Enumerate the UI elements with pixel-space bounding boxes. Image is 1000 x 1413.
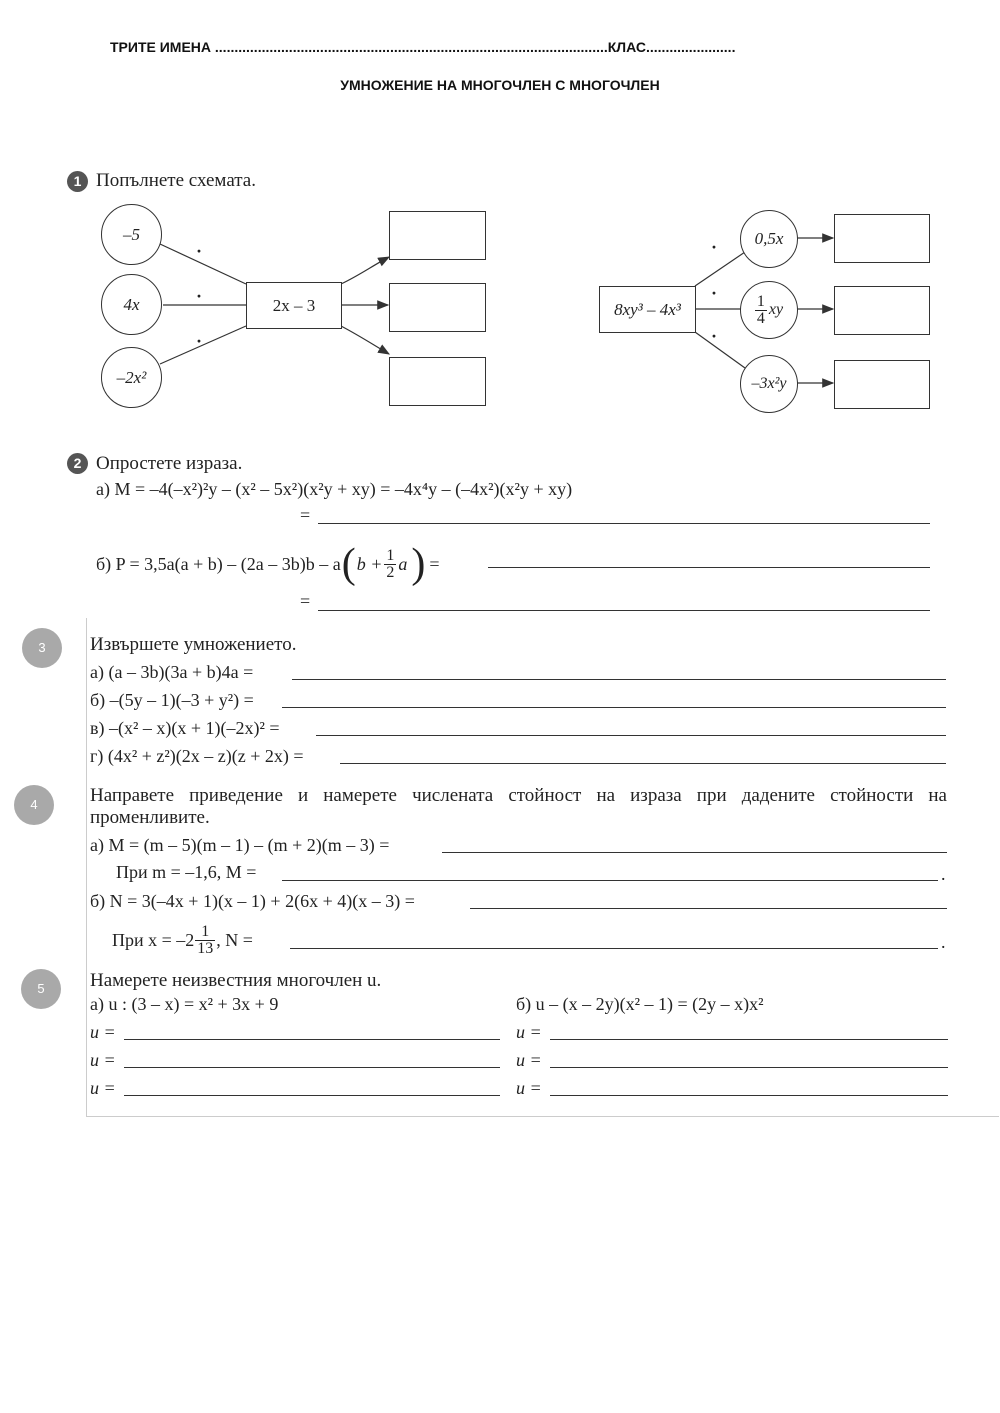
scan-border [86, 618, 999, 1117]
scheme-factor-circle: –3x²y [740, 355, 798, 413]
scheme-input-circle: –2x² [101, 347, 162, 408]
task-number-badge: 1 [67, 171, 88, 192]
period: . [941, 864, 946, 884]
u-label: u = [516, 1050, 542, 1070]
answer-box[interactable] [834, 286, 930, 335]
task-instruction: Попълнете схемата. [96, 170, 256, 191]
task-number-badge: 2 [67, 453, 88, 474]
name-class-line: ТРИТЕ ИМЕНА .....................................................................................................КЛАС....................... [110, 39, 736, 55]
value-prompt: При x = –2 $\frac{1}{13}$ , N = [112, 922, 253, 957]
answer-box[interactable] [389, 211, 486, 260]
value-prompt: При m = –1,6, M = [116, 862, 257, 882]
fraction: $\frac{1}{2}$ [386, 546, 395, 581]
task-number-badge: 3 [22, 628, 62, 668]
task-number-badge: 5 [21, 969, 61, 1009]
u-label: u = [516, 1078, 542, 1098]
multiply-dot: · [711, 237, 718, 257]
task-number-badge: 4 [14, 785, 54, 825]
answer-line[interactable] [318, 610, 930, 611]
task-instruction: Извършете умножението. [90, 634, 297, 655]
exercise-item: б) –(5y – 1)(–3 + y²) = [90, 690, 254, 710]
answer-line[interactable] [318, 523, 930, 524]
scheme-center-box: 8xy³ – 4x³ [599, 286, 696, 333]
answer-line[interactable] [488, 567, 930, 568]
multiply-dot: · [711, 283, 718, 303]
fraction: $\frac{1}{4}$ [756, 292, 765, 327]
page-title: УМНОЖЕНИЕ НА МНОГОЧЛЕН С МНОГОЧЛЕН [340, 77, 660, 93]
scheme-factor-circle: $\frac{1}{4}$ xy [740, 281, 798, 339]
exercise-item: б) u – (x – 2y)(x² – 1) = (2y – x)x² [516, 994, 764, 1014]
exercise-item: г) (4x² + z²)(2x – z)(z + 2x) = [90, 746, 304, 766]
multiply-dot: · [196, 331, 203, 351]
fraction: $\frac{1}{13}$ [197, 922, 214, 957]
u-label: u = [90, 1022, 116, 1042]
equals-sign: = [300, 591, 311, 611]
expression-a: а) M = –4(–x²)²y – (x² – 5x²)(x²y + xy) = –4x⁴y – (–4x²)(x²y + xy) [96, 479, 573, 499]
u-label: u = [90, 1078, 116, 1098]
period: . [941, 932, 946, 952]
task-instruction: променливите. [90, 807, 210, 828]
scheme-factor-circle: 0,5x [740, 210, 798, 268]
scheme-input-circle: 4x [101, 274, 162, 335]
multiply-dot: · [711, 326, 718, 346]
multiply-dot: · [196, 286, 203, 306]
task-instruction: Намерете неизвестния многочлен u. [90, 970, 382, 991]
scheme-center-box: 2x – 3 [246, 282, 342, 329]
exercise-item: а) (a – 3b)(3a + b)4a = [90, 662, 254, 682]
exercise-item: в) –(x² – x)(x + 1)(–2x)² = [90, 718, 280, 738]
equals-sign: = [300, 505, 311, 525]
u-label: u = [516, 1022, 542, 1042]
exercise-item: а) M = (m – 5)(m – 1) – (m + 2)(m – 3) = [90, 835, 390, 855]
u-label: u = [90, 1050, 116, 1070]
answer-box[interactable] [389, 357, 486, 406]
scheme-input-circle: –5 [101, 204, 162, 265]
exercise-item: б) N = 3(–4x + 1)(x – 1) + 2(6x + 4)(x – 3) = [90, 891, 415, 911]
answer-box[interactable] [834, 360, 930, 409]
task-instruction: Опростете израза. [96, 453, 243, 474]
exercise-item: а) u : (3 – x) = x² + 3x + 9 [90, 994, 279, 1014]
task-instruction: Направете приведение и намерете числената стойност на израза при дадените стойности на [90, 785, 947, 806]
expression-b: б) P = 3,5a(a + b) – (2a – 3b)b – a ( b + $\frac{1}{2}$ a ) = [96, 541, 440, 587]
multiply-dot: · [196, 241, 203, 261]
answer-box[interactable] [389, 283, 486, 332]
answer-box[interactable] [834, 214, 930, 263]
